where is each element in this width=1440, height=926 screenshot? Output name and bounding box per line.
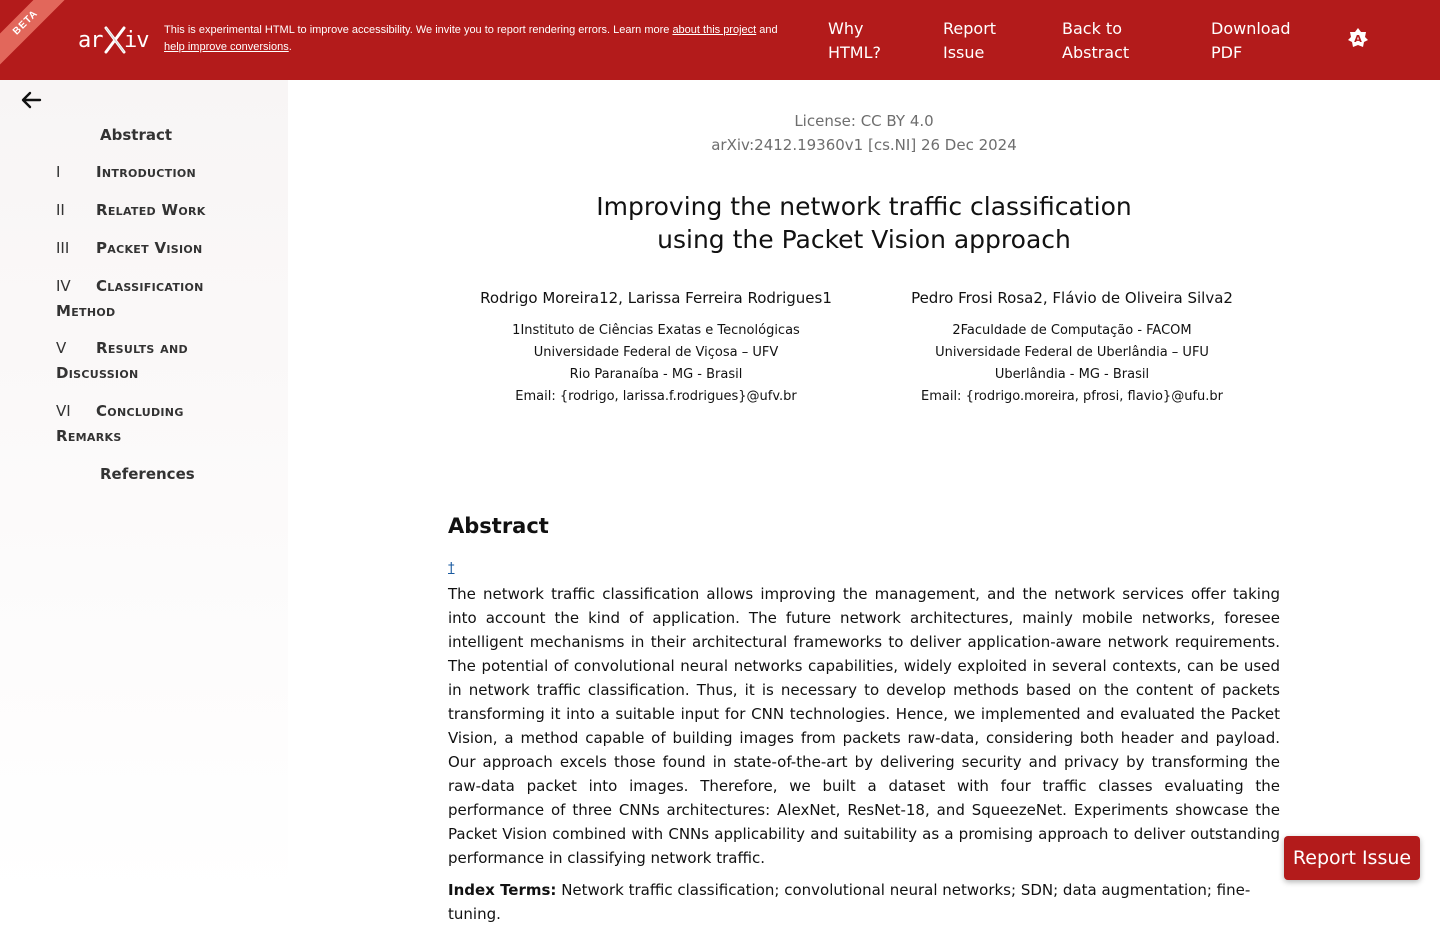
svg-text:ar: ar [78,28,103,53]
toc-item-label: Concluding Remarks [56,402,184,445]
toc-item-references[interactable]: References [100,465,195,483]
index-terms [448,878,1280,926]
notice-text: This is experimental HTML to improve accessibility. We invite you to report rendering errors. Learn more [164,24,673,36]
affiliation-line: Universidade Federal de Uberlândia – UFU [935,345,1209,360]
arrow-left-icon[interactable] [20,90,42,110]
toc-item-number: I [56,163,61,181]
toc-item-number: II [56,201,65,219]
affiliation-line: Rio Paranaíba - MG - Brasil [569,367,743,382]
toc-item-results-discussion[interactable] [56,336,246,386]
author-block-right [872,286,1272,408]
index-terms-text: Network traffic classification; convolutional neural networks; SDN; data augmentation; fine-tuning. [448,881,1251,923]
toc-item-introduction[interactable] [56,160,256,185]
beta-ribbon: BETA [0,0,76,73]
why-html-link[interactable]: Why HTML? [828,19,882,62]
author-affiliation [456,320,856,408]
notice-suffix: . [288,41,292,53]
about-project-link[interactable]: about this project [672,24,757,36]
author-names: Pedro Frosi Rosa2, Flávio de Oliveira Silva2 [911,289,1233,307]
abstract-text: The network traffic classification allows improving the management, and the network services offer taking into account the kind of application. The future network architectures, mainly mobile networks, foresee intelligent mechanisms in their architectural frameworks to deliver application-aware network requirements. The potential of convolutional neural networks capabilities, widely exploited in several contexts, can be used in network traffic classification. Thus, it is necessary to develop methods based on the content of packets transforming it into a suitable input for CNN technologies. Hence, we implemented and evaluated the Packet Vision, a method capable of building images from packets raw-data, considering both header and payload. Our approach excels those found in state-of-the-art by delivering security and privacy by transforming the raw-data packet into images. Therefore, we built a dataset with four traffic classes evaluating the performance of three CNNs architectures: AlexNet, ResNet-18, and SqueezeNet. Experiments showcase the Packet Vision combined with CNNs applicability and suitability as a promising approach to deliver outstanding performance in classifying network traffic. [448,585,1280,867]
affiliation-line: 1Instituto de Ciências Exatas e Tecnológicas [512,323,800,338]
arxiv-id: arXiv:2412.19360v1 [cs.NI] 26 Dec 2024 [711,136,1017,154]
affiliation-line: Email: {rodrigo, larissa.f.rodrigues}@ufv.br [515,389,797,404]
toc-item-label: Packet Vision [96,239,203,257]
title-line: Improving the network traffic classification [596,192,1132,221]
toc-item-label: Classification Method [56,277,204,320]
toc-item-label: Introduction [96,163,197,181]
toc-item-classification-method[interactable] [56,274,246,324]
accessibility-notice [164,22,804,56]
toc-item-related-work[interactable] [56,198,256,223]
notice-text-mid: and [756,24,778,36]
footnote-marker[interactable]: † [448,561,455,576]
author-block-left [456,286,856,408]
affiliation-line: Email: {rodrigo.moreira, pfrosi, flavio}@ufu.br [920,389,1223,404]
help-improve-link[interactable]: help improve conversions [164,41,289,53]
download-pdf-link[interactable]: Download PDF [1211,19,1291,62]
title-line: using the Packet Vision approach [657,225,1071,254]
toc-item-abstract[interactable]: Abstract [100,126,173,144]
svg-text:A: A [1354,34,1362,45]
toc-item-packet-vision[interactable] [56,236,256,261]
author-names: Rodrigo Moreira12, Larissa Ferreira Rodrigues1 [480,289,832,307]
author-affiliation [872,320,1272,408]
abstract-heading: Abstract [448,514,549,538]
toc-item-number: VI [56,402,71,420]
toc-item-label: Related Work [96,201,206,219]
back-to-abstract-link[interactable]: Back to Abstract [1062,19,1130,62]
report-issue-button[interactable]: Report Issue [1284,836,1420,880]
toc-item-number: IV [56,277,71,295]
toc-item-label: Results and Discussion [56,339,188,382]
svg-text:iv: iv [124,28,149,53]
toc-item-number: III [56,239,70,257]
toc-item-concluding-remarks[interactable] [56,399,246,449]
table-of-contents [0,80,288,900]
theme-toggle-icon[interactable] [1348,28,1368,48]
license-text: License: CC BY 4.0 [794,112,934,130]
report-issue-link[interactable]: Report Issue [943,19,997,62]
affiliation-line: Uberlândia - MG - Brasil [994,367,1150,382]
index-terms-label: Index Terms: [448,881,557,899]
affiliation-line: 2Faculdade de Computação - FACOM [952,323,1192,338]
paper-title [560,190,1168,256]
toc-item-number: V [56,339,67,357]
arxiv-logo[interactable] [78,22,152,58]
top-banner [0,0,1440,80]
affiliation-line: Universidade Federal de Viçosa – UFV [533,345,779,360]
